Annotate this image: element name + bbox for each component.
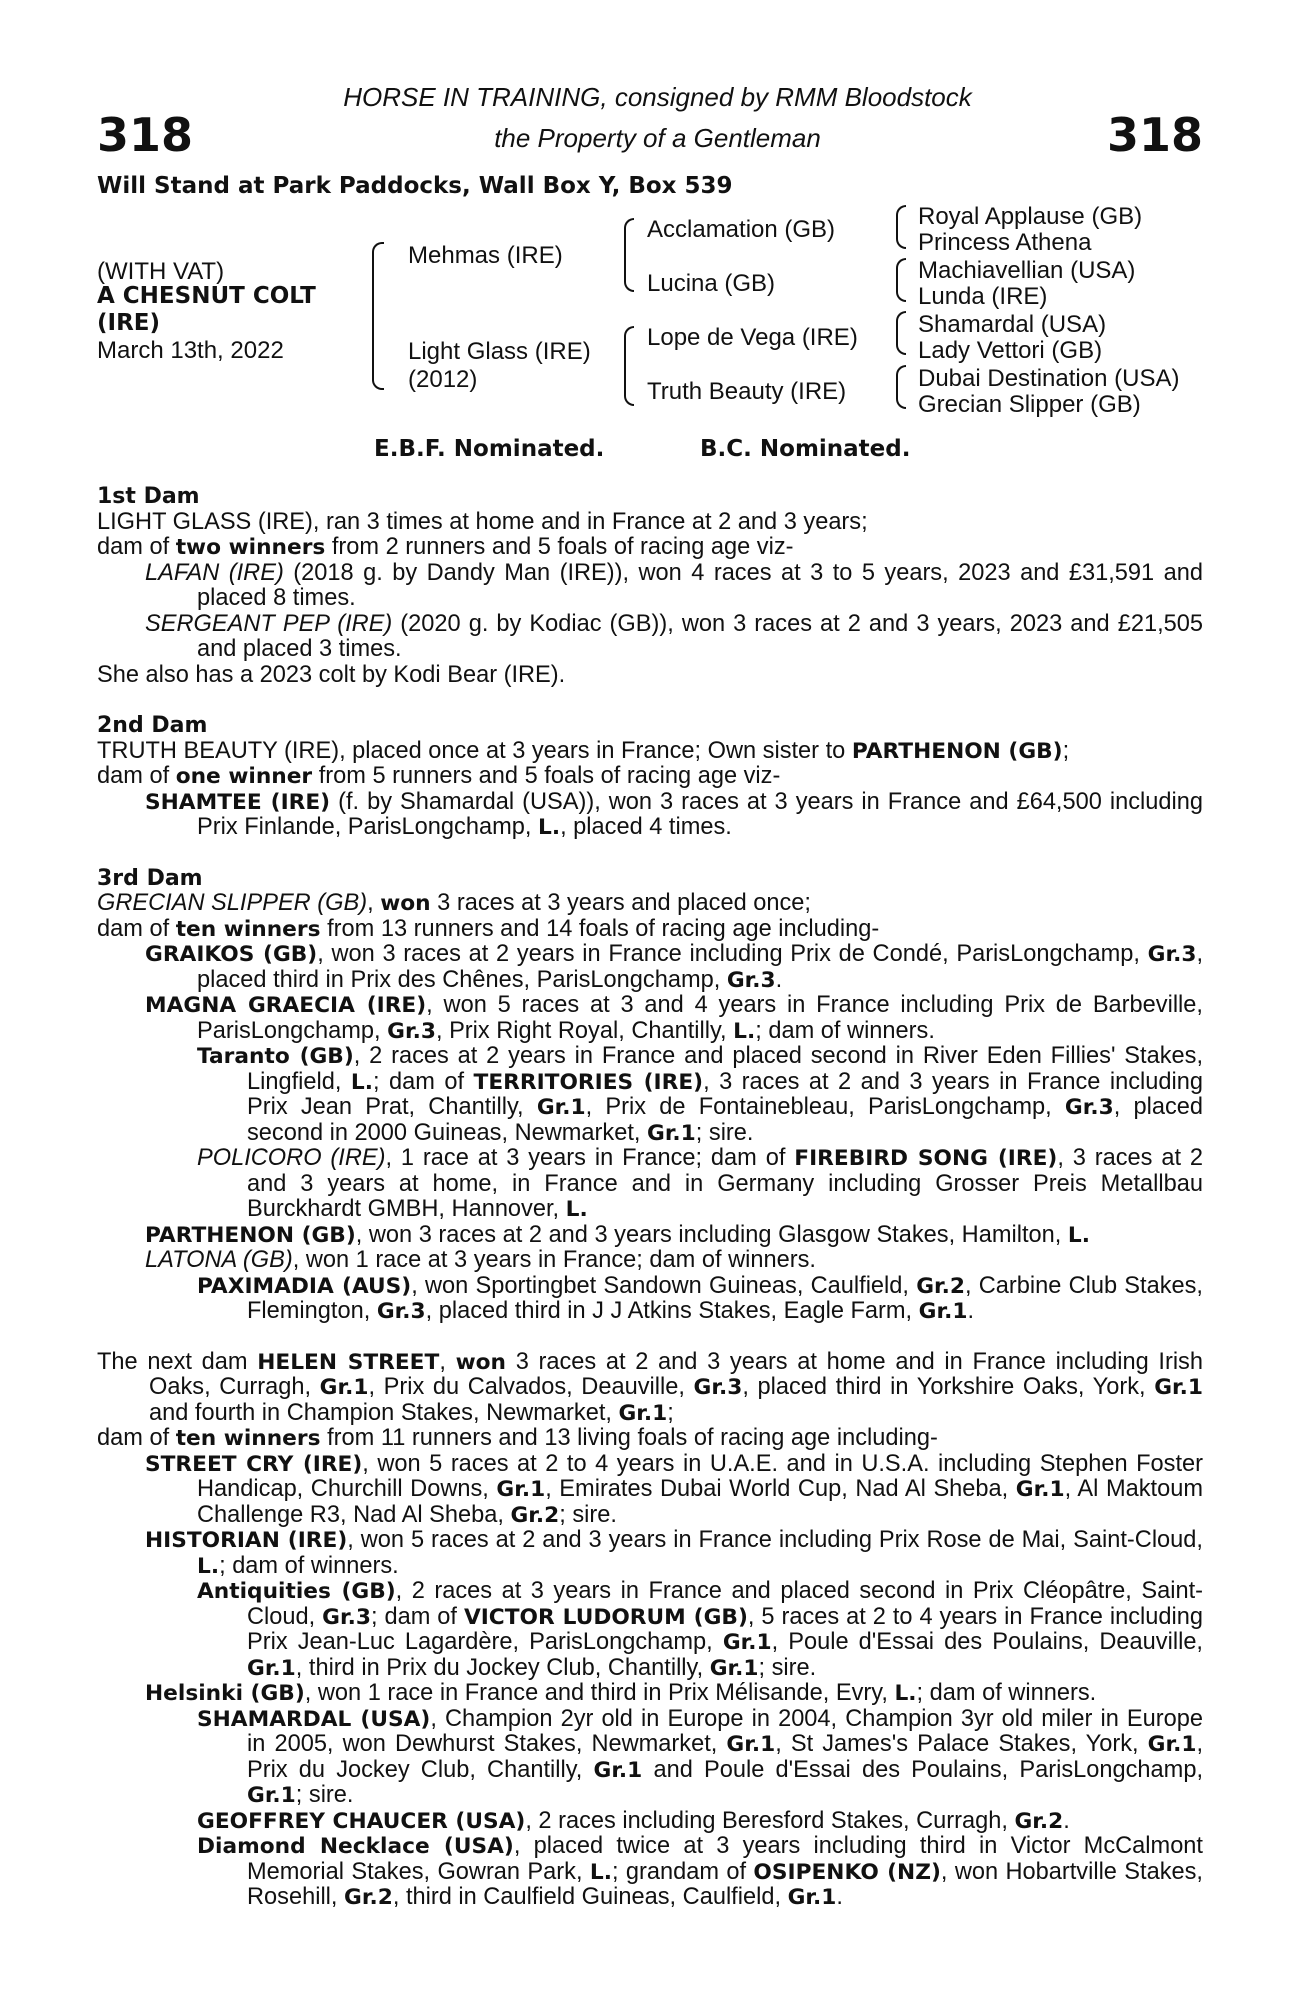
pedigree-sire-sire: Acclamation (GB) (647, 216, 836, 243)
second-dam-heading: 2nd Dam (97, 713, 208, 738)
lot-number-left: 318 (97, 108, 194, 162)
pedigree-g1: Royal Applause (GB) (918, 203, 1143, 230)
produce-policoro: POLICORO (IRE), 1 race at 3 years in France; dam of FIREBIRD SONG (IRE), 3 races at 2 and 3 years at home, in France and in Germany including Grosser Preis Metallbau Burckhardt GMBH, Hannover, L. (197, 1145, 1204, 1222)
next-dam-produce-summary: dam of ten winners from 11 runners and 13 living foals of racing age including- (97, 1425, 938, 1451)
produce-taranto: Taranto (GB), 2 races at 2 years in France and placed second in River Eden Fillies' Stakes, Lingfield, L.; dam of TERRITORIES (IRE), 3 races at 2 and 3 years in France including Prix Jean Prat, Chantilly, Gr.1, Prix de Fontainebleau, ParisLongchamp, Gr.3, placed second in 2000 Guineas, Newmarket, Gr.1; sire. (197, 1043, 1204, 1146)
first-dam-also: She also has a 2023 colt by Kodi Bear (IRE). (97, 661, 566, 688)
pedigree-brace-g2 (896, 258, 906, 302)
pedigree-brace-dam (624, 326, 634, 406)
produce-graikos: GRAIKOS (GB), won 3 races at 2 years in France including Prix de Condé, ParisLongchamp, Gr.3, placed third in Prix des Chênes, ParisLongchamp, Gr.3. (145, 941, 1203, 993)
pedigree-g7: Dubai Destination (USA) (918, 365, 1180, 392)
pedigree-notes (97, 484, 1203, 1911)
third-dam-intro: GRECIAN SLIPPER (GB), won 3 races at 3 years and placed once; (97, 890, 811, 916)
pedigree-dam-sire: Lope de Vega (IRE) (647, 324, 858, 351)
consignor-line: HORSE IN TRAINING, consigned by RMM Bloodstock (343, 82, 972, 112)
pedigree-g4: Lunda (IRE) (918, 283, 1048, 310)
third-dam-heading: 3rd Dam (97, 865, 203, 891)
lot-number-right: 318 (1106, 108, 1203, 162)
pedigree-g8: Grecian Slipper (GB) (918, 391, 1141, 418)
property-line: the Property of a Gentleman (494, 123, 821, 153)
pedigree-g5: Shamardal (USA) (918, 311, 1107, 338)
produce-helsinki: Helsinki (GB), won 1 race in France and third in Prix Mélisande, Evry, L.; dam of winners. (145, 1680, 1097, 1706)
ebf-nomination: E.B.F. Nominated. (374, 436, 605, 462)
stand-location: Will Stand at Park Paddocks, Wall Box Y, Box 539 (97, 173, 733, 199)
produce-lafan: LAFAN (IRE) (2018 g. by Dandy Man (IRE)), won 4 races at 3 to 5 years, 2023 and £31,591 and placed 8 times. (145, 559, 1203, 611)
produce-shamtee: SHAMTEE (IRE) (f. by Shamardal (USA)), won 3 races at 3 years in France and £64,500 including Prix Finlande, ParisLongchamp, L., placed 4 times. (145, 788, 1203, 840)
produce-paximadia: PAXIMADIA (AUS), won Sportingbet Sandown Guineas, Caulfield, Gr.2, Carbine Club Stakes, Flemington, Gr.3, placed third in J J Atkins Stakes, Eagle Farm, Gr.1. (197, 1272, 1203, 1324)
produce-magna-graecia: MAGNA GRAECIA (IRE), won 5 races at 3 and 4 years in France including Prix de Barbeville, ParisLongchamp, Gr.3, Prix Right Royal, Chantilly, L.; dam of winners. (145, 992, 1203, 1044)
pedigree-brace-main (372, 242, 384, 390)
pedigree-brace-sire (624, 218, 634, 292)
first-dam-produce-summary: dam of two winners from 2 runners and 5 foals of racing age viz- (97, 534, 794, 560)
produce-sergeant-pep: SERGEANT PEP (IRE) (2020 g. by Kodiac (GB)), won 3 races at 2 and 3 years, 2023 and £21,505 and placed 3 times. (145, 610, 1204, 662)
pedigree-sire-dam: Lucina (GB) (647, 270, 776, 297)
pedigree-dam-year: (2012) (408, 366, 478, 393)
next-dam-intro: The next dam HELEN STREET, won 3 races at 2 and 3 years at home and in France including Irish Oaks, Curragh, Gr.1, Prix du Calvados, Deauville, Gr.3, placed third in Yorkshire Oaks, York, Gr.1 and fourth in Champion Stakes, Newmarket, Gr.1; (97, 1348, 1203, 1426)
pedigree-g2: Princess Athena (918, 229, 1092, 256)
first-dam-intro: LIGHT GLASS (IRE), ran 3 times at home and in France at 2 and 3 years; (97, 508, 868, 535)
pedigree-brace-g4 (896, 365, 906, 409)
second-dam-produce-summary: dam of one winner from 5 runners and 5 foals of racing age viz- (97, 763, 781, 789)
pedigree-dam: Light Glass (IRE) (408, 338, 591, 365)
pedigree-brace-g1 (896, 205, 906, 249)
pedigree-brace-g3 (896, 311, 906, 355)
produce-diamond-necklace: Diamond Necklace (USA), placed twice at 3 years including third in Victor McCalmont Memorial Stakes, Gowran Park, L.; grandam of OSIPENKO (NZ), won Hobartville Stakes, Rosehill, Gr.2, third in Caulfield Guineas, Caulfield, Gr.1. (197, 1833, 1203, 1910)
first-dam-heading: 1st Dam (97, 484, 200, 509)
produce-antiquities: Antiquities (GB), 2 races at 3 years in France and placed second in Prix Cléopâtre, Saint-Cloud, Gr.3; dam of VICTOR LUDORUM (GB), 5 races at 2 to 4 years in France including Prix Jean-Luc Lagardère, ParisLongchamp, Gr.1, Poule d'Essai des Poulains, Deauville, Gr.1, third in Prix du Jockey Club, Chantilly, Gr.1; sire. (197, 1578, 1204, 1681)
produce-geoffrey-chaucer: GEOFFREY CHAUCER (USA), 2 races including Beresford Stakes, Curragh, Gr.2. (197, 1807, 1070, 1834)
pedigree-g3: Machiavellian (USA) (918, 257, 1136, 284)
pedigree-dam-dam: Truth Beauty (IRE) (647, 378, 847, 405)
third-dam-produce-summary: dam of ten winners from 13 runners and 14 foals of racing age including- (97, 915, 880, 942)
pedigree-sire: Mehmas (IRE) (408, 242, 563, 269)
bc-nomination: B.C. Nominated. (700, 436, 911, 462)
produce-parthenon: PARTHENON (GB), won 3 races at 2 and 3 years including Glasgow Stakes, Hamilton, L. (145, 1221, 1090, 1248)
produce-shamardal: SHAMARDAL (USA), Champion 2yr old in Europe in 2004, Champion 3yr old miler in Europe in 2005, won Dewhurst Stakes, Newmarket, Gr.1, St James's Palace Stakes, York, Gr.1, Prix du Jockey Club, Chantilly, Gr.1 and Poule d'Essai des Poulains, ParisLongchamp, Gr.1; sire. (197, 1705, 1204, 1808)
produce-latona: LATONA (GB), won 1 race at 3 years in France; dam of winners. (145, 1247, 816, 1273)
horse-name: A CHESNUT COLT (97, 283, 316, 309)
pedigree-g6: Lady Vettori (GB) (918, 337, 1103, 364)
horse-name-country: (IRE) (97, 310, 161, 336)
produce-street-cry: STREET CRY (IRE), won 5 races at 2 to 4 years in U.A.E. and in U.S.A. including Stephen Foster Handicap, Churchill Downs, Gr.1, Emirates Dubai World Cup, Nad Al Sheba, Gr.1, Al Maktoum Challenge R3, Nad Al Sheba, Gr.2; sire. (145, 1450, 1203, 1528)
produce-historian: HISTORIAN (IRE), won 5 races at 2 and 3 years in France including Prix Rose de Mai, Saint-Cloud, L.; dam of winners. (145, 1527, 1203, 1579)
foaling-date: March 13th, 2022 (97, 337, 284, 364)
vat-note: (WITH VAT) (97, 258, 225, 285)
second-dam-intro: TRUTH BEAUTY (IRE), placed once at 3 years in France; Own sister to PARTHENON (GB); (97, 737, 1070, 764)
